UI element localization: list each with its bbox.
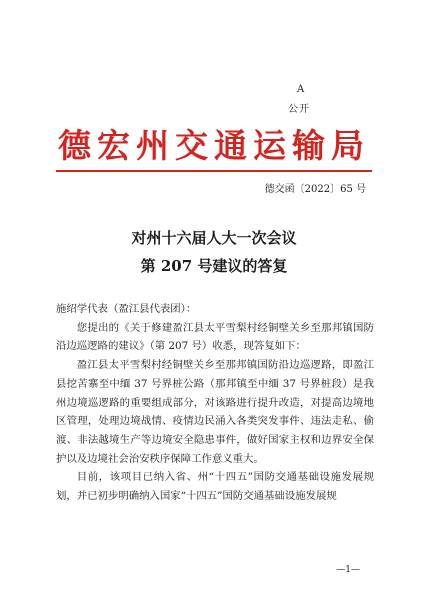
document-number: 德交函〔2022〕65 号 (264, 184, 366, 195)
body-paragraph: 您提出的《关于修建盈江县太平雪梨村经铜壁关乡至那邦镇国防沿边巡逻路的建议》（第 207 号）收悉，现答复如下： (56, 321, 374, 353)
red-divider-line (56, 170, 372, 172)
document-title-line-2: 第 207 号建议的答复 (140, 257, 288, 275)
document-title-line-1: 对州十六届人大一次会议 (131, 229, 297, 247)
body-paragraph: 目前，该项目已纳入省、州“十四五”国防交通基础设施发展规划，并已初步明确纳入国家“十四五”国防交通基础设施发展规 (56, 471, 374, 503)
security-grade: A (297, 84, 305, 95)
org-red-header: 德宏州交通运输局 (58, 126, 370, 165)
salutation: 施绍学代表（盈江县代表团）： (56, 303, 197, 315)
openness-label: 公开 (288, 104, 310, 115)
document-body (56, 300, 374, 506)
body-paragraph: 盈江县太平雪梨村经铜壁关乡至那邦镇国防沿边巡逻路，即盈江县挖苦寨至中缅 37 号界桩公路（那邦镇至中缅 37 号界桩段）是我州边境巡逻路的重要组成部分，对该路进行提升改造，对提高边境地区管理，处理边境战情、疫情边民涌入各类突发事件、违法走私、偷渡、非法越境生产等边境安全隐患事件，做好国家主权和边界安全保护以及边境社会治安秩序保障工作意义重大。 (56, 359, 374, 465)
page-number: —1— (336, 565, 360, 575)
